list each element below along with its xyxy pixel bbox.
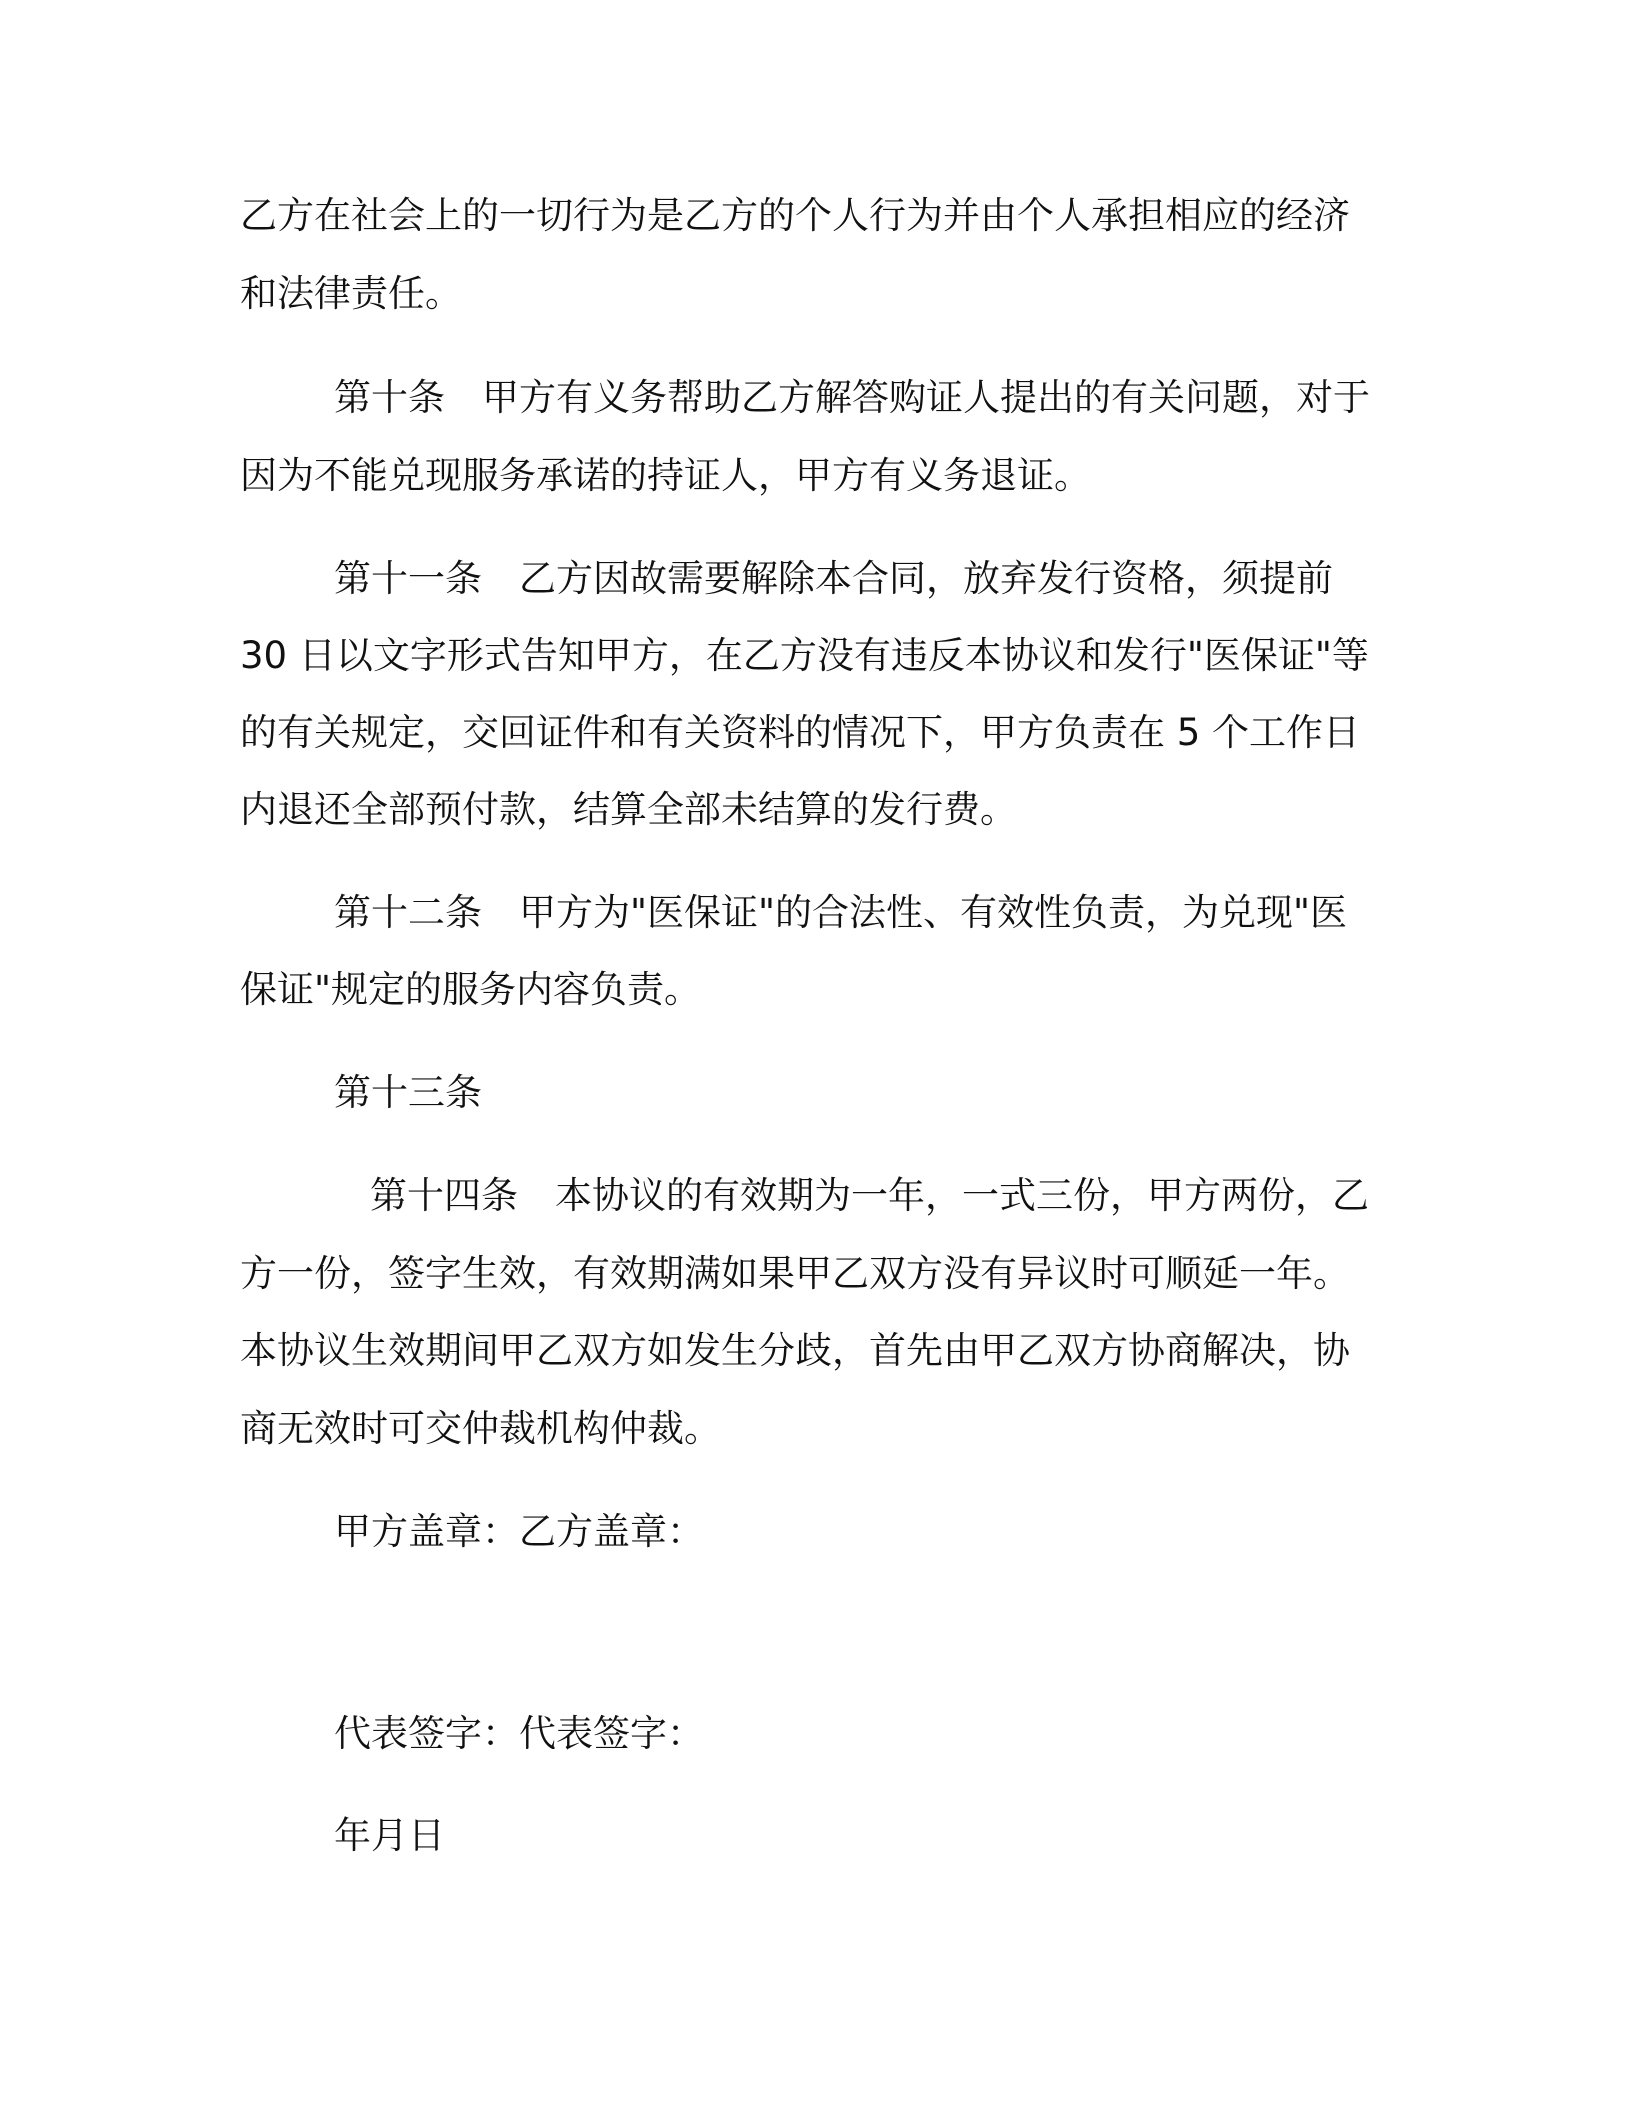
article-14-line-4: 商无效时可交仲裁机构仲裁。 — [240, 1407, 721, 1450]
date-line: 年月日 — [334, 1814, 445, 1857]
article-14-line-2: 方一份，签字生效，有效期满如果甲乙双方没有异议时可顺延一年。 — [240, 1252, 1350, 1295]
article-12-line-2: 保证"规定的服务内容负责。 — [240, 968, 702, 1011]
article-14-line-1: 第十四条 本协议的有效期为一年，一式三份，甲方两份，乙 — [370, 1174, 1369, 1217]
article-14-line-3: 本协议生效期间甲乙双方如发生分歧，首先由甲乙双方协商解决，协 — [240, 1329, 1350, 1372]
seal-line: 甲方盖章：乙方盖章： — [334, 1510, 704, 1553]
article-10-line-1: 第十条 甲方有义务帮助乙方解答购证人提出的有关问题，对于 — [334, 376, 1370, 419]
article-11-line-2: 30 日以文字形式告知甲方，在乙方没有违反本协议和发行"医保证"等 — [240, 634, 1369, 677]
article-11-line-1: 第十一条 乙方因故需要解除本合同，放弃发行资格，须提前 — [334, 557, 1333, 600]
text-line-continuation: 和法律责任。 — [240, 272, 462, 315]
text-line-continuation: 乙方在社会上的一切行为是乙方的个人行为并由个人承担相应的经济 — [240, 194, 1350, 237]
article-11-line-3: 的有关规定，交回证件和有关资料的情况下，甲方负责在 5 个工作日 — [240, 711, 1361, 754]
article-10-line-2: 因为不能兑现服务承诺的持证人，甲方有义务退证。 — [240, 454, 1091, 497]
article-12-line-1: 第十二条 甲方为"医保证"的合法性、有效性负责，为兑现"医 — [334, 891, 1348, 934]
article-13-heading: 第十三条 — [334, 1071, 482, 1114]
signature-line: 代表签字：代表签字： — [334, 1712, 704, 1755]
article-11-line-4: 内退还全部预付款，结算全部未结算的发行费。 — [240, 788, 1017, 831]
